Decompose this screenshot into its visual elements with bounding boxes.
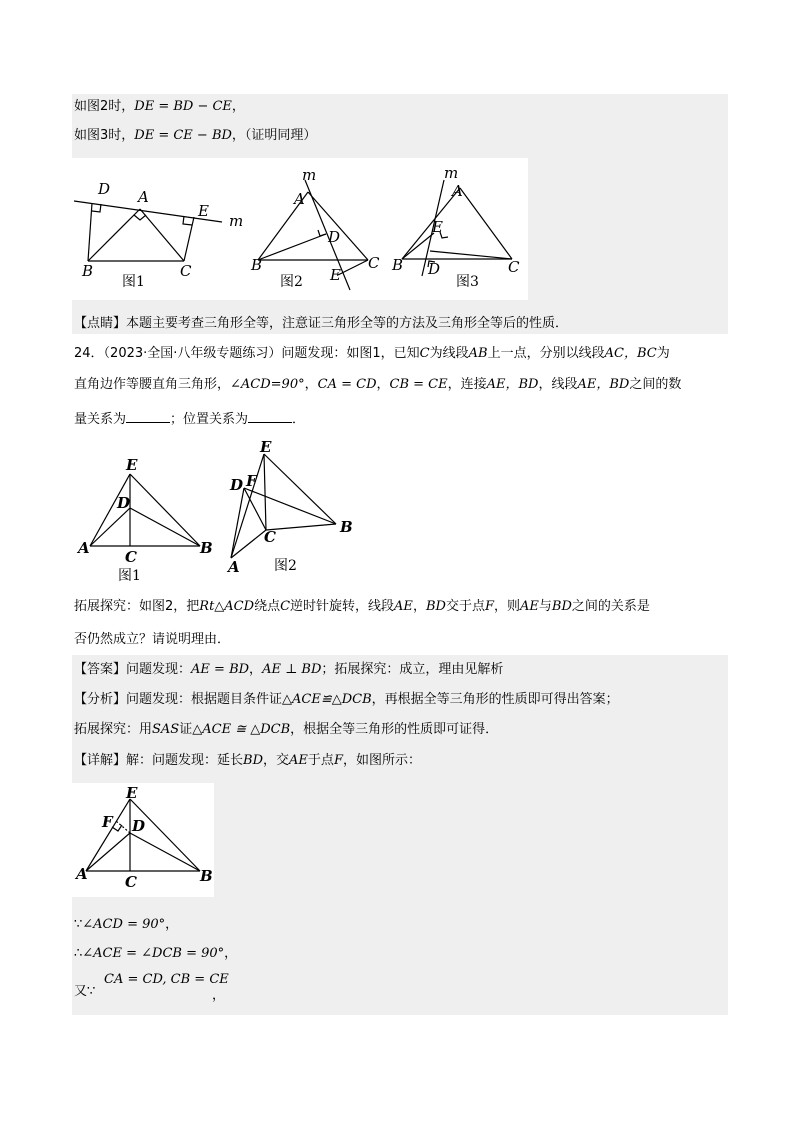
mid-figures-svg	[74, 438, 364, 586]
detail-tag: 【详解】	[74, 753, 127, 768]
step-1: ∵∠ACD = 90°，	[74, 917, 179, 932]
fig2-label-B: B	[251, 256, 263, 274]
detail-label-A: A	[76, 865, 88, 883]
mid-fig2-label-F: F	[246, 472, 257, 490]
fig2-label-E: E	[330, 266, 341, 284]
mid-fig1-label-D: D	[117, 494, 131, 512]
detail-figure	[72, 783, 214, 897]
mid-fig2-label-B: B	[340, 518, 353, 536]
detail-label-D: D	[132, 817, 146, 835]
fig1-label-C: C	[180, 262, 192, 280]
mid-fig2-label-A: A	[228, 558, 240, 576]
case-fig3-line: 如图3时，DE = CE − BD，（证明同理）	[74, 128, 317, 143]
mid-fig1-caption: 图1	[118, 568, 141, 584]
blank-position	[248, 410, 292, 423]
mid-fig1-label-C: C	[125, 548, 137, 566]
mid-fig1-label-E: E	[126, 456, 138, 474]
detail-label-C: C	[125, 873, 137, 891]
comment-line: 【点睛】本题主要考查三角形全等，注意证三角形全等的方法及三角形全等后的性质．	[74, 316, 569, 331]
fig2-label-D: D	[328, 228, 341, 246]
fig2-label-C: C	[368, 254, 380, 272]
mid-fig2-label-C: C	[264, 528, 276, 546]
detail-label-E: E	[126, 784, 138, 802]
mid-fig2-label-D: D	[230, 476, 244, 494]
problem-line-2: 直角边作等腰直角三角形，∠ACD=90°，CA = CD，CB = CE，连接AE，BD，线段AE，BD之间的数	[74, 377, 682, 392]
fig2-caption: 图2	[280, 274, 303, 290]
fig3-label-C: C	[508, 258, 520, 276]
top-figures	[72, 158, 528, 300]
step-3-comma: ，	[212, 988, 226, 1003]
step-3: 又∵	[74, 984, 96, 999]
comment-tag: 【点睛】	[74, 316, 127, 331]
case-fig2-line: 如图2时，DE = BD − CE，	[74, 99, 245, 114]
analysis-line-1: 【分析】问题发现：根据题目条件证△ACE≌△DCB，再根据全等三角形的性质即可得出答案；	[74, 692, 619, 707]
fig2-label-A: A	[294, 190, 305, 208]
fig3-label-E: E	[432, 218, 443, 236]
fig1-label-E: E	[198, 202, 209, 220]
fig1-label-B: B	[82, 262, 94, 280]
mid-fig2-label-E: E	[260, 438, 272, 456]
analysis-line-2: 拓展探究：用SAS证△ACE ≅ △DCB，根据全等三角形的性质即可证得．	[74, 722, 499, 737]
answer-line: 【答案】问题发现：AE = BD，AE ⊥ BD；拓展探究：成立，理由见解析	[74, 662, 504, 677]
fig1-caption: 图1	[122, 274, 145, 290]
fig3-label-D: D	[428, 260, 441, 278]
problem-line-3: 量关系为 ；位置关系为 ．	[74, 412, 306, 427]
mid-fig1-label-A: A	[78, 539, 90, 557]
fig3-label-A: A	[452, 182, 463, 200]
detail-line: 【详解】解：问题发现：延长BD，交AE于点F，如图所示：	[74, 753, 421, 768]
detail-label-F: F	[102, 813, 113, 831]
fig2-label-m: m	[302, 166, 317, 184]
answer-tag: 【答案】	[74, 662, 127, 677]
fig3-label-m: m	[444, 164, 459, 182]
detail-figure-svg	[72, 783, 214, 897]
fig3-caption: 图3	[456, 274, 479, 290]
mid-figures	[74, 438, 364, 586]
detail-label-B: B	[200, 867, 213, 885]
step-3-formula: CA = CD, CB = CE	[104, 972, 229, 987]
step-2: ∴∠ACE = ∠DCB = 90°，	[74, 946, 238, 961]
top-figures-svg	[72, 158, 528, 300]
fig1-label-m: m	[229, 212, 244, 230]
analysis-tag: 【分析】	[74, 692, 127, 707]
mid-fig1-label-B: B	[200, 539, 213, 557]
mid-fig2-caption: 图2	[274, 558, 297, 574]
fig3-label-B: B	[392, 256, 404, 274]
fig1-label-A: A	[138, 188, 149, 206]
problem-line-1: 24．（2023·全国·八年级专题练习）问题发现：如图1，已知C为线段AB上一点，分别以线段AC，BC为	[74, 346, 670, 361]
extension-line-2: 否仍然成立？请说明理由．	[74, 632, 231, 647]
fig1-label-D: D	[98, 180, 111, 198]
extension-line-1: 拓展探究：如图2，把Rt△ACD绕点C逆时针旋转，线段AE，BD交于点F，则AE与BD之间的关系是	[74, 599, 650, 614]
blank-quantity	[126, 410, 170, 423]
